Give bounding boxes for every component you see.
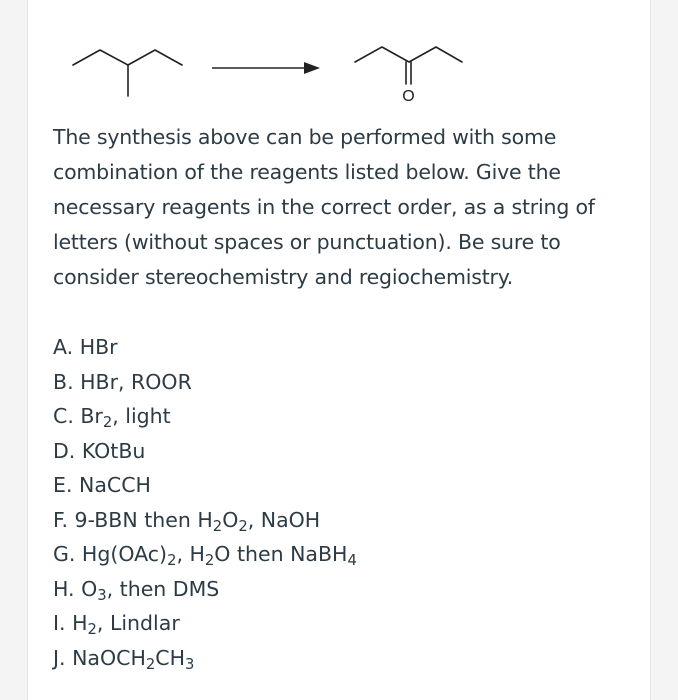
reagent-item (53, 537, 357, 572)
reagent-letter: J. (53, 645, 73, 670)
reagent-text: HBr (79, 335, 118, 359)
reagent-item (53, 330, 357, 365)
reagent-subscript: 2 (145, 655, 156, 673)
reagent-item (53, 365, 357, 400)
reagent-letter: C. (53, 404, 81, 428)
reagent-text: NaOCH (72, 645, 146, 670)
reagent-letter: A. (53, 335, 80, 359)
reagent-letter: E. (53, 473, 79, 497)
reagent-subscript: 2 (212, 517, 223, 535)
reagent-text: KOtBu (81, 438, 146, 463)
reagent-subscript: 4 (347, 552, 357, 570)
reagent-text: O (81, 576, 98, 601)
reagent-subscript: 3 (184, 655, 195, 673)
reagent-item (53, 606, 357, 641)
carbonyl-oxygen-label: O (402, 88, 415, 105)
reagent-text: Hg(OAc) (81, 542, 168, 566)
reagent-list (53, 330, 357, 675)
reagent-text: H (72, 611, 88, 635)
reagent-subscript: 2 (167, 552, 177, 570)
reagent-subscript: 2 (102, 414, 113, 432)
reagent-letter: I. (53, 611, 73, 635)
reagent-text: CH (155, 645, 185, 670)
reagent-letter: F. (53, 507, 75, 532)
reagent-subscript: 3 (97, 586, 107, 604)
reagent-subscript: 2 (87, 621, 97, 639)
starting-material-structure (73, 50, 182, 96)
reagent-text: , Lindlar (96, 611, 180, 635)
reagent-text: 9-BBN then H (74, 507, 213, 532)
reagent-text: , H (176, 542, 205, 566)
reagent-text: O then NaBH (214, 542, 348, 566)
reagent-text: , then DMS (106, 576, 220, 601)
reagent-subscript: 2 (204, 552, 215, 570)
reagent-item (53, 572, 357, 607)
reagent-item (53, 399, 357, 434)
reagent-item (53, 503, 357, 538)
reagent-subscript: 2 (238, 517, 248, 535)
reagent-text: , NaOH (247, 507, 321, 532)
reagent-item (53, 641, 357, 676)
reagent-letter: H. (53, 576, 82, 601)
reaction-arrow-icon (212, 62, 320, 74)
reagent-text: Br (80, 404, 103, 428)
reaction-scheme (0, 0, 678, 120)
reagent-letter: B. (53, 369, 81, 394)
question-text: The synthesis above can be performed with some combination of the reagents listed below. Give the necessary reagents in the correct order, as a string of letters (without spaces or punctuation). Be sure to consider stereochemistry and regiochemistry. (53, 125, 595, 289)
reagent-text: O (222, 507, 239, 532)
reagent-item (53, 434, 357, 469)
reagent-text: , light (112, 404, 171, 428)
product-structure (355, 47, 462, 84)
reagent-letter: G. (53, 542, 82, 566)
reagent-text: NaCCH (79, 473, 151, 497)
reagent-text: HBr, ROOR (80, 369, 192, 394)
reagent-item (53, 468, 357, 503)
reagent-letter: D. (53, 438, 82, 463)
